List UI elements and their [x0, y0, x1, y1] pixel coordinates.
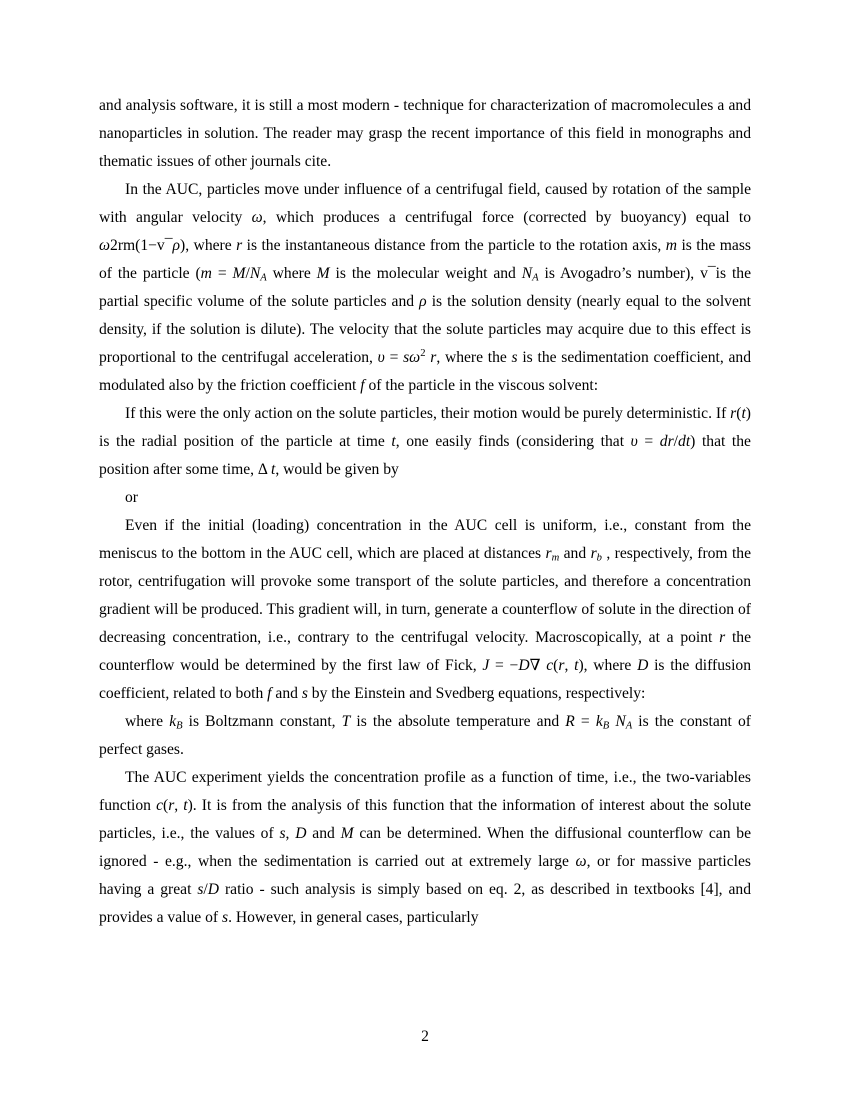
text-run: is the molecular weight and	[329, 265, 522, 282]
text-run: m	[200, 265, 212, 282]
text-run: , would be given by	[275, 461, 399, 478]
text-run: = −	[489, 657, 519, 674]
paragraph	[99, 176, 751, 400]
text-run: is the absolute temperature and	[350, 713, 566, 730]
text-run: 2	[420, 348, 426, 360]
text-run: t	[271, 461, 276, 478]
text-run: where	[266, 265, 317, 282]
text-run: c	[546, 657, 554, 674]
text-run: of the particle in the viscous solvent:	[364, 377, 599, 394]
text-run: M	[232, 265, 246, 282]
document-body	[99, 92, 751, 932]
text-run: M	[340, 825, 354, 842]
paragraph	[99, 92, 751, 176]
text-run: /	[203, 881, 208, 898]
text-run: ), where	[180, 237, 237, 254]
text-run: by the Einstein and Svedberg equations, respectively:	[307, 685, 646, 702]
text-run: r	[719, 629, 726, 646]
text-run: , one easily finds (considering that	[395, 433, 631, 450]
text-run: =	[211, 265, 233, 282]
text-run: D	[518, 657, 530, 674]
text-run: r	[545, 545, 552, 562]
text-run: ω	[99, 237, 111, 254]
text-run: s	[221, 909, 229, 926]
text-run: B	[602, 720, 610, 732]
text-run: B	[176, 720, 183, 732]
text-run: and	[559, 545, 591, 562]
text-run: k	[595, 713, 603, 730]
page-number: 2	[421, 1028, 429, 1045]
text-run: dr	[659, 433, 674, 450]
text-run: υ	[630, 433, 638, 450]
paragraph	[99, 400, 751, 484]
text-run: J	[482, 657, 490, 674]
text-run: f	[360, 377, 365, 394]
text-run: ρ	[419, 293, 427, 310]
text-run: r	[730, 405, 737, 422]
text-run: /	[245, 265, 250, 282]
text-run: s	[197, 881, 204, 898]
text-run: ratio - such analysis is simply based on eq. 2, as described in textbooks [4], and provides a value of	[99, 881, 751, 926]
text-run: s	[301, 685, 308, 702]
text-run: T	[341, 713, 351, 730]
text-run: A	[625, 720, 633, 732]
text-run: r	[430, 349, 437, 366]
text-run: N	[521, 265, 533, 282]
paragraph	[99, 484, 751, 512]
text-run: the counterflow would be determined by the first law of Fick,	[99, 629, 751, 674]
text-run: b	[596, 552, 602, 564]
text-run: , or for massive particles having a great	[99, 853, 751, 898]
text-run: , which produces a centrifugal force (corrected by buoyancy) equal to	[262, 209, 751, 226]
text-run: is Avogadro’s number), v¯is the partial specific volume of the solute particles and	[99, 265, 752, 310]
text-run: (	[162, 797, 169, 814]
text-run: r	[236, 237, 243, 254]
paragraph	[99, 764, 751, 932]
text-run: s	[279, 825, 286, 842]
text-run: 2rm(1−v¯	[110, 237, 173, 254]
text-run: D	[207, 881, 220, 898]
text-run: is the sedimentation coefficient, and modulated also by the friction coefficient	[99, 349, 751, 394]
text-run: ,	[174, 797, 184, 814]
text-run: c	[156, 797, 163, 814]
paragraph	[99, 512, 751, 708]
text-run: =	[384, 349, 404, 366]
text-run: where	[125, 713, 170, 730]
text-run: r	[168, 797, 175, 814]
text-run: is the solution density (nearly equal to the solvent density, if the solution is dilute). The velocity that the solute particles may acquire due to this effect is proportional to the centrifugal acceleration,	[99, 293, 752, 366]
text-run: and	[271, 685, 302, 702]
text-run: f	[267, 685, 272, 702]
text-run: (	[553, 657, 559, 674]
text-run: t	[391, 433, 396, 450]
text-run: ), where	[578, 657, 638, 674]
text-run: =	[574, 713, 596, 730]
text-run: dt	[678, 433, 691, 450]
text-run: is the instantaneous distance from the particle to the rotation axis,	[242, 237, 666, 254]
paragraph	[99, 708, 751, 764]
text-run: N	[249, 265, 261, 282]
text-run: s	[511, 349, 518, 366]
text-run: ρ	[172, 237, 181, 254]
text-run: D	[295, 825, 307, 842]
text-run: sω	[403, 349, 421, 366]
text-run: ,	[285, 825, 296, 842]
text-run: t	[183, 797, 188, 814]
text-run: If this were the only action on the solute particles, their motion would be purely deterministic. If	[125, 405, 731, 422]
text-run: is the mass of the particle (	[99, 237, 751, 282]
text-run: υ	[377, 349, 385, 366]
text-run: Even if the initial (loading) concentration in the AUC cell is uniform, i.e., constant from the meniscus to the bottom in the AUC cell, which are placed at distances	[99, 517, 751, 562]
text-run: (	[736, 405, 742, 422]
text-run: ∇	[529, 657, 547, 674]
text-run: can be determined. When the diffusional counterflow can be ignored - e.g., when the sedimentation is carried out at extremely large	[99, 825, 752, 870]
text-run: ω	[575, 853, 587, 870]
text-run: N	[615, 713, 626, 730]
text-run: The AUC experiment yields the concentration profile as a function of time, i.e., the two-variables function	[99, 769, 751, 814]
text-run: and	[306, 825, 341, 842]
text-run: m	[665, 237, 678, 254]
text-run: ). It is from the analysis of this function that the information of interest about the solute particles, i.e., the values of	[99, 797, 752, 842]
text-run: R	[565, 713, 575, 730]
text-run: A	[532, 272, 539, 284]
text-run: , respectively, from the rotor, centrifugation will provoke some transport of the solute particles, and therefore a concentration gradient will be produced. This gradient will, in turn, generate a counterflow of solute in the direction of decreasing concentration, i.e., contrary to the centrifugal velocity. Macroscopically, at a point	[99, 545, 752, 646]
text-run: t	[741, 405, 746, 422]
text-run: M	[316, 265, 330, 282]
text-run: or	[125, 489, 138, 506]
text-run: is the constant of perfect gases.	[99, 713, 751, 758]
text-run: /	[673, 433, 679, 450]
text-run: . However, in general cases, particularly	[228, 909, 479, 926]
text-run: t	[574, 657, 579, 674]
text-run: and analysis software, it is still a most modern - technique for characterization of macromolecules a and nanoparticles in solution. The reader may grasp the recent importance of this field in monographs and thematic issues of other journals cite.	[99, 97, 751, 170]
text-run: =	[637, 433, 660, 450]
text-run: A	[260, 272, 267, 284]
text-run: ,	[564, 657, 575, 674]
text-run: , where the	[436, 349, 512, 366]
text-run: ω	[251, 209, 263, 226]
text-run: is Boltzmann constant,	[182, 713, 342, 730]
text-run: r	[590, 545, 597, 562]
text-run: In the AUC, particles move under influence of a centrifugal field, caused by rotation of the sample with angular velocity	[99, 181, 751, 226]
text-run: m	[551, 552, 560, 564]
text-run: k	[169, 713, 177, 730]
text-run: D	[637, 657, 649, 674]
text-run: ) that the position after some time, Δ	[99, 433, 751, 478]
text-run: is the diffusion coefficient, related to both	[99, 657, 752, 702]
text-run: r	[558, 657, 565, 674]
text-run: ) is the radial position of the particle at time	[99, 405, 751, 450]
